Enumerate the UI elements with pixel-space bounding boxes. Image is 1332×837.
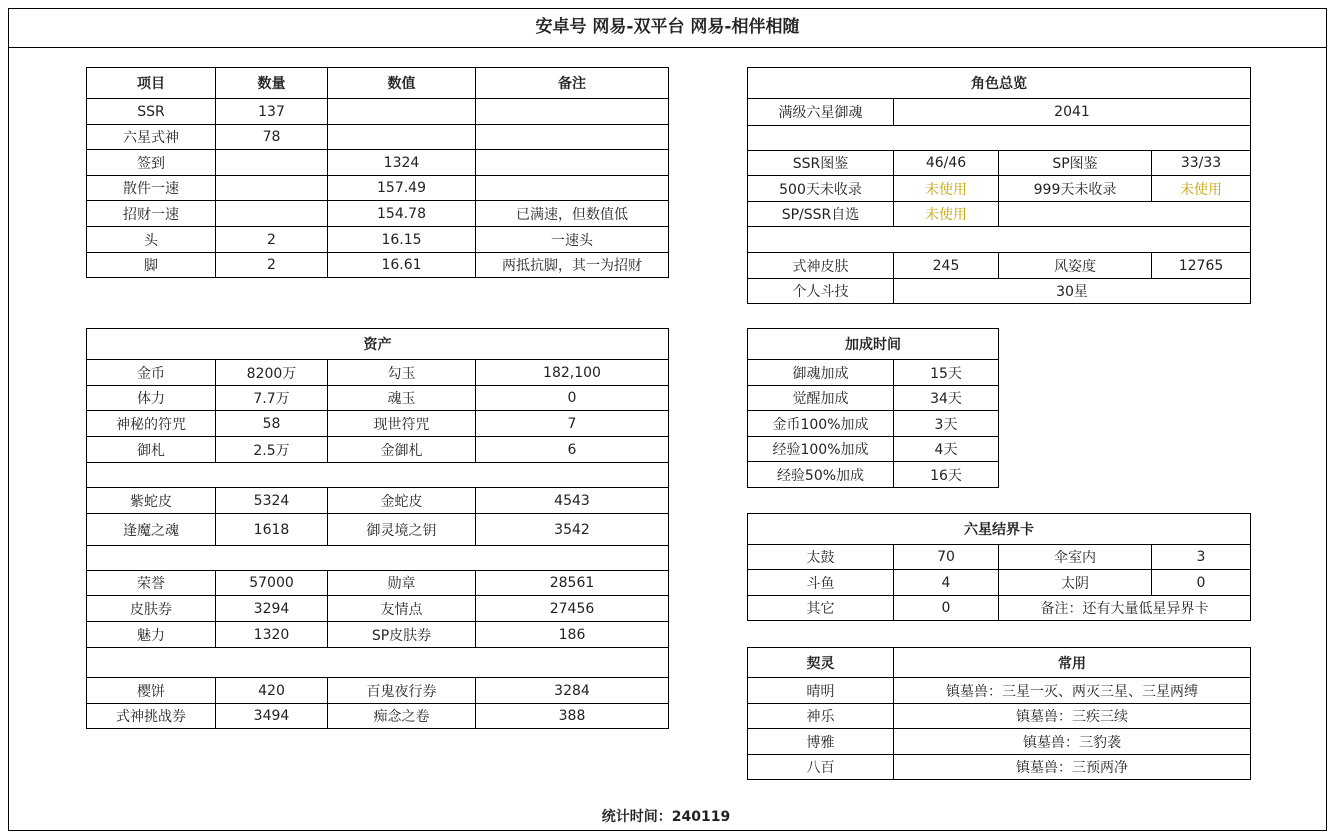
table-cell: 3494 (216, 704, 328, 729)
table-cell: 70 (894, 545, 999, 570)
table-cell: 3294 (216, 596, 328, 622)
table-row (87, 546, 669, 571)
table-cell: 金御札 (328, 437, 476, 463)
table-cell: 痴念之卷 (328, 704, 476, 729)
table-row (87, 176, 669, 201)
table-cell: 1618 (216, 514, 328, 546)
table-cell (216, 176, 328, 201)
table-row (748, 227, 1251, 253)
table-row (748, 279, 1251, 304)
table-cell: 0 (1152, 570, 1251, 596)
table-cell: 4543 (476, 488, 669, 514)
table-cell: 太阴 (999, 570, 1152, 596)
table-cell: 0 (894, 596, 999, 621)
table-cell: 神秘的符咒 (87, 411, 216, 437)
table-cell: 逢魔之魂 (87, 514, 216, 546)
table-row (87, 125, 669, 150)
table-cell: 御魂加成 (748, 360, 894, 386)
table-row (87, 386, 669, 411)
table-cell (216, 150, 328, 176)
table-cell: 魂玉 (328, 386, 476, 411)
table-cell (999, 202, 1251, 227)
table-cell: 3天 (894, 411, 999, 437)
table-cell: 3542 (476, 514, 669, 546)
table-cell: 2041 (894, 99, 1251, 126)
table-cell: 2 (216, 227, 328, 253)
table-cell: 荣誉 (87, 571, 216, 596)
table-cell: 未使用 (894, 202, 999, 227)
table-cell: 金币100%加成 (748, 411, 894, 437)
table-cell: 镇墓兽：三预两净 (894, 755, 1251, 780)
header-cell: 项目 (87, 68, 216, 99)
table-cell: 其它 (748, 596, 894, 621)
table-cell: 0 (476, 386, 669, 411)
table-cell: 未使用 (894, 176, 999, 202)
table-cell: 16天 (894, 462, 999, 488)
table-cell: 御札 (87, 437, 216, 463)
table-cell: 散件一速 (87, 176, 216, 201)
table-row (748, 729, 1251, 755)
table-header-row (87, 68, 669, 99)
table-header-row (748, 68, 1251, 99)
header-cell: 加成时间 (748, 329, 999, 360)
table-cell: 经验100%加成 (748, 437, 894, 462)
header-cell: 角色总览 (748, 68, 1251, 99)
table-cell: 斗鱼 (748, 570, 894, 596)
table-header-row (748, 648, 1251, 678)
table-row (748, 126, 1251, 151)
table-cell: 招财一速 (87, 201, 216, 227)
table-cell: 388 (476, 704, 669, 729)
table-cell: 晴明 (748, 678, 894, 704)
table-cell: 137 (216, 99, 328, 125)
table-cell: 15天 (894, 360, 999, 386)
table-cell: 太鼓 (748, 545, 894, 570)
table-cell: 3 (1152, 545, 1251, 570)
header-cell: 数值 (328, 68, 476, 99)
table-cell: 脚 (87, 253, 216, 278)
table-cell: 现世符咒 (328, 411, 476, 437)
empty-row-cell (87, 463, 669, 488)
table-row (87, 622, 669, 648)
table-cell: 式神挑战券 (87, 704, 216, 729)
table-cell: 6 (476, 437, 669, 463)
table-cell: 金蛇皮 (328, 488, 476, 514)
table-header-row (748, 514, 1251, 545)
table-cell: 金币 (87, 360, 216, 386)
table-cell: 勋章 (328, 571, 476, 596)
header-cell: 六星结界卡 (748, 514, 1251, 545)
table-row (87, 360, 669, 386)
table-row (87, 227, 669, 253)
header-cell: 常用 (894, 648, 1251, 678)
table-cell: 12765 (1152, 253, 1251, 279)
table-cell: SP皮肤券 (328, 622, 476, 648)
table-cell: 4天 (894, 437, 999, 462)
table-cell: 58 (216, 411, 328, 437)
table-row (748, 176, 1251, 202)
table-cell: 57000 (216, 571, 328, 596)
table-cell: 420 (216, 678, 328, 704)
table-row (748, 704, 1251, 729)
overview-table (747, 67, 1251, 304)
table-cell: 245 (894, 253, 999, 279)
table-cell: 樱饼 (87, 678, 216, 704)
header-cell: 数量 (216, 68, 328, 99)
table-cell: 8200万 (216, 360, 328, 386)
table-cell: 500天未收录 (748, 176, 894, 202)
table-cell (476, 150, 669, 176)
table-cell: 16.61 (328, 253, 476, 278)
table-cell: 八百 (748, 755, 894, 780)
table-row (87, 571, 669, 596)
table-row (87, 201, 669, 227)
table-cell: 头 (87, 227, 216, 253)
items-table (86, 67, 669, 278)
table-cell: 186 (476, 622, 669, 648)
empty-row-cell (87, 546, 669, 571)
table-cell: 神乐 (748, 704, 894, 729)
stats-time: 统计时间：240119 (601, 809, 731, 825)
table-row (87, 253, 669, 278)
table-cell: 六星式神 (87, 125, 216, 150)
table-cell: 7.7万 (216, 386, 328, 411)
table-cell: 伞室内 (999, 545, 1152, 570)
table-cell: 2 (216, 253, 328, 278)
table-row (748, 386, 999, 411)
table-cell: 33/33 (1152, 151, 1251, 176)
table-cell: 157.49 (328, 176, 476, 201)
table-cell: 皮肤券 (87, 596, 216, 622)
header-cell: 备注 (476, 68, 669, 99)
table-cell: 经验50%加成 (748, 462, 894, 488)
header-cell: 契灵 (748, 648, 894, 678)
table-cell (328, 125, 476, 150)
table-row (87, 463, 669, 488)
table-cell: 备注：还有大量低星异界卡 (999, 596, 1251, 621)
table-cell (216, 201, 328, 227)
table-cell: 勾玉 (328, 360, 476, 386)
table-cell: 友情点 (328, 596, 476, 622)
table-cell (328, 99, 476, 125)
table-row (748, 596, 1251, 621)
table-row (748, 99, 1251, 126)
table-cell: 御灵境之钥 (328, 514, 476, 546)
table-row (748, 151, 1251, 176)
empty-row-cell (748, 227, 1251, 253)
table-row (748, 545, 1251, 570)
table-cell: 式神皮肤 (748, 253, 894, 279)
table-cell: 182,100 (476, 360, 669, 386)
table-row (87, 437, 669, 463)
table-cell: 博雅 (748, 729, 894, 755)
table-cell: 16.15 (328, 227, 476, 253)
table-cell: 46/46 (894, 151, 999, 176)
table-header-row (87, 329, 669, 360)
pact-table (747, 647, 1251, 780)
table-cell: SP图鉴 (999, 151, 1152, 176)
table-cell (476, 176, 669, 201)
table-row (748, 253, 1251, 279)
assets-table (86, 328, 669, 729)
table-cell: SSR (87, 99, 216, 125)
table-row (87, 648, 669, 678)
table-row (87, 678, 669, 704)
table-cell: 未使用 (1152, 176, 1251, 202)
table-row (748, 678, 1251, 704)
table-cell: 78 (216, 125, 328, 150)
table-header-row (748, 329, 999, 360)
bonus-table (747, 328, 999, 488)
table-cell (476, 99, 669, 125)
table-cell: 满级六星御魂 (748, 99, 894, 126)
table-row (748, 411, 999, 437)
page-title: 安卓号 网易-双平台 网易-相伴相随 (8, 8, 1327, 48)
table-cell: 风姿度 (999, 253, 1152, 279)
table-cell: 154.78 (328, 201, 476, 227)
table-cell: SP/SSR自选 (748, 202, 894, 227)
table-cell: 镇墓兽：三豹袭 (894, 729, 1251, 755)
table-cell (476, 125, 669, 150)
table-row (748, 437, 999, 462)
table-cell: 个人斗技 (748, 279, 894, 304)
table-cell: 28561 (476, 571, 669, 596)
table-row (87, 99, 669, 125)
table-cell: 3284 (476, 678, 669, 704)
table-cell: 4 (894, 570, 999, 596)
table-cell: 觉醒加成 (748, 386, 894, 411)
table-cell: 百鬼夜行券 (328, 678, 476, 704)
table-cell: 999天未收录 (999, 176, 1152, 202)
table-cell: 签到 (87, 150, 216, 176)
table-cell: 一速头 (476, 227, 669, 253)
table-cell: 1320 (216, 622, 328, 648)
table-row (87, 411, 669, 437)
table-cell: 34天 (894, 386, 999, 411)
table-cell: 30星 (894, 279, 1251, 304)
table-row (748, 570, 1251, 596)
table-cell: 镇墓兽：三疾三续 (894, 704, 1251, 729)
table-row (748, 755, 1251, 780)
table-cell: 7 (476, 411, 669, 437)
table-cell: 镇墓兽：三星一灭、两灭三星、三星两缚 (894, 678, 1251, 704)
table-cell: 已满速，但数值低 (476, 201, 669, 227)
table-row (87, 704, 669, 729)
table-cell: 5324 (216, 488, 328, 514)
table-cell: 体力 (87, 386, 216, 411)
empty-row-cell (748, 126, 1251, 151)
table-row (87, 150, 669, 176)
table-cell: 1324 (328, 150, 476, 176)
table-cell: 紫蛇皮 (87, 488, 216, 514)
table-row (87, 488, 669, 514)
table-cell: SSR图鉴 (748, 151, 894, 176)
empty-row-cell (87, 648, 669, 678)
table-cell: 2.5万 (216, 437, 328, 463)
table-cell: 27456 (476, 596, 669, 622)
table-row (87, 596, 669, 622)
table-row (748, 360, 999, 386)
table-cell: 魅力 (87, 622, 216, 648)
barrier-table (747, 513, 1251, 621)
table-cell: 两抵抗脚，其一为招财 (476, 253, 669, 278)
table-row (748, 202, 1251, 227)
table-row (748, 462, 999, 488)
table-row (87, 514, 669, 546)
header-cell: 资产 (87, 329, 669, 360)
